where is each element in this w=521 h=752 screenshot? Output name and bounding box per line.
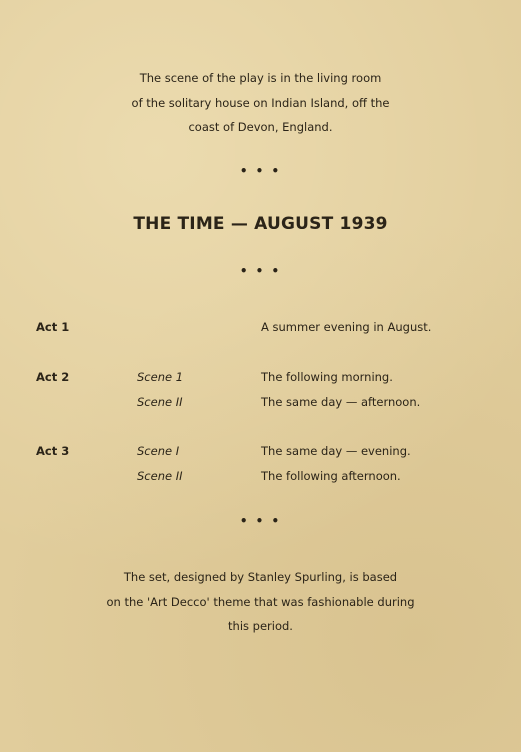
scene-description: The following afternoon.: [261, 469, 401, 483]
schedule-row-act-3-scene-1: [0, 444, 521, 464]
scene-description: The following morning.: [261, 370, 393, 384]
schedule-row-act-1: [0, 320, 521, 340]
set-design-line: this period.: [228, 619, 293, 633]
separator-dots: • • •: [239, 264, 282, 278]
scene-label: Scene I: [137, 444, 180, 458]
schedule-row-act-2-scene-2: [0, 395, 521, 415]
scene-description: The same day — evening.: [261, 444, 411, 458]
setting-line: of the solitary house on Indian Island, off the: [131, 95, 390, 110]
set-design-line: The set, designed by Stanley Spurling, is based: [123, 570, 398, 584]
scene-label: Scene II: [137, 469, 183, 483]
time-heading: THE TIME — AUGUST 1939: [133, 214, 388, 234]
setting-line: The scene of the play is in the living room: [139, 71, 382, 85]
scene-label: Scene II: [137, 395, 183, 409]
act-label: Act 1: [36, 320, 70, 334]
set-design-paragraph: [0, 565, 521, 639]
schedule-row-act-2-scene-1: [0, 370, 521, 390]
act-label: Act 3: [36, 444, 70, 458]
scene-description: A summer evening in August.: [261, 320, 432, 334]
separator-dots: • • •: [239, 164, 282, 178]
scene-label: Scene 1: [137, 370, 184, 384]
setting-line: coast of Devon, England.: [188, 120, 333, 134]
set-design-line: on the 'Art Decco' theme that was fashionable during: [106, 594, 415, 609]
schedule-row-act-3-scene-2: [0, 469, 521, 489]
separator-dots: • • •: [239, 514, 282, 528]
scene-description: The same day — afternoon.: [261, 395, 421, 409]
act-label: Act 2: [36, 370, 70, 384]
setting-paragraph: [0, 66, 521, 140]
